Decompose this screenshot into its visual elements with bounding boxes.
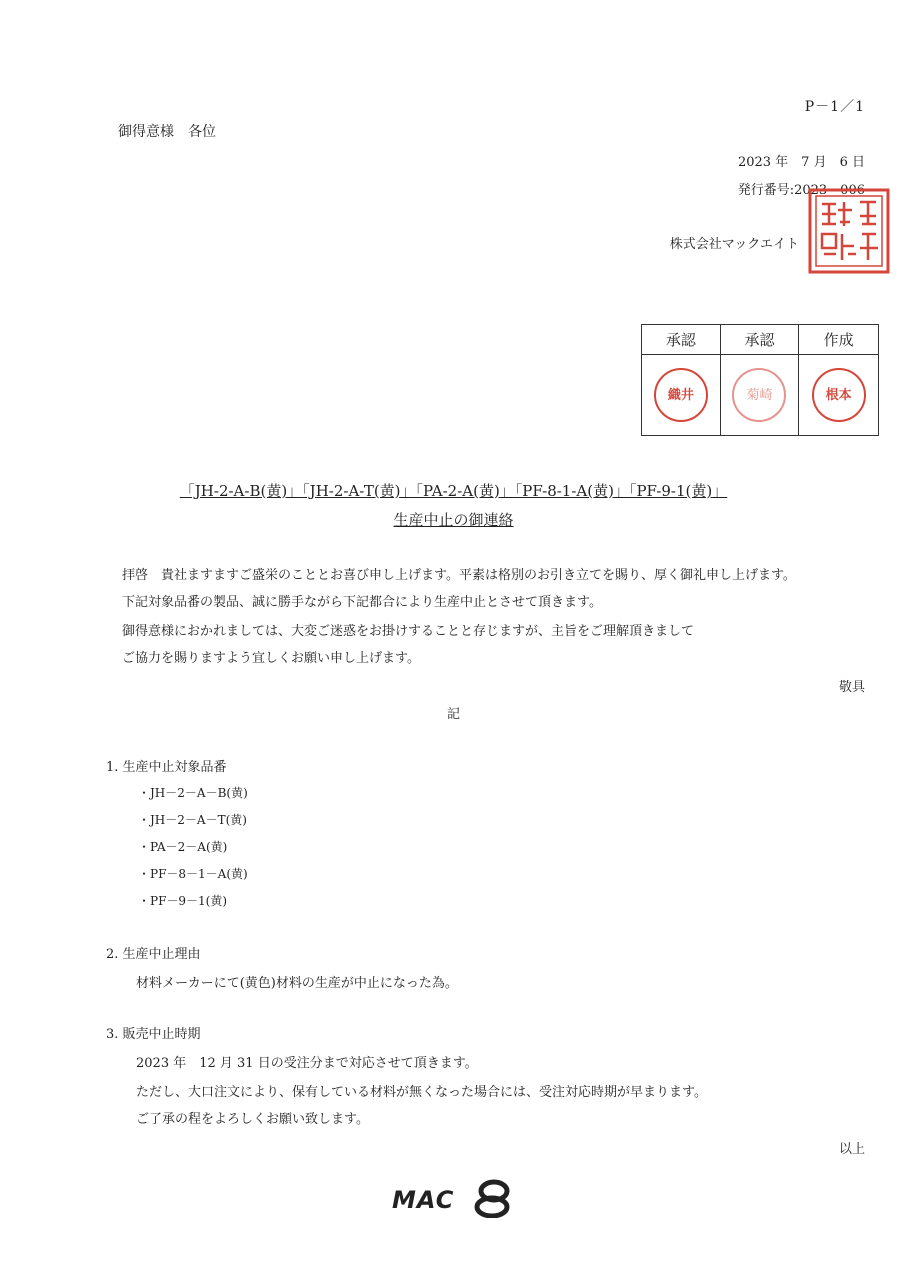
page-number: P－1／1 — [804, 99, 865, 115]
product-item: ・JH－2－A－B(黄) — [138, 786, 248, 800]
approval-header-2: 承認 — [721, 325, 800, 355]
product-item: ・JH－2－A－T(黄) — [138, 813, 247, 827]
body-line-3: 御得意様におかれましては、大変ご迷惑をお掛けすることと存じますが、主旨をご理解頂きまして — [122, 624, 695, 639]
approver-stamp-2: 菊崎 — [732, 368, 786, 422]
creator-stamp: 根本 — [812, 368, 866, 422]
creator-header: 作成 — [799, 325, 878, 355]
approval-header-1: 承認 — [642, 325, 721, 355]
issue-date: 2023 年 7 月 6 日 — [737, 155, 865, 170]
recipient: 御得意様 各位 — [118, 124, 216, 140]
svg-text:MAC: MAC — [392, 1186, 455, 1214]
document-title — [0, 509, 907, 530]
product-item: ・PF－8－1－A(黄) — [138, 867, 248, 881]
timing-line-1: 2023 年 12 月 31 日の受注分まで対応させて頂きます。 — [136, 1056, 478, 1071]
timing-line-3: ご了承の程をよろしくお願い致します。 — [136, 1112, 369, 1127]
reason-text: 材料メーカーにて(黄色)材料の生産が中止になった為。 — [136, 976, 458, 991]
ki-heading: 記 — [446, 707, 460, 722]
approval-stamp-cell-1 — [642, 355, 721, 435]
section-2-heading: 2. 生産中止理由 — [106, 947, 201, 962]
approval-box — [641, 324, 879, 436]
body-line-1: 拝啓 貴社ますますご盛栄のこととお喜び申し上げます。平素は格別のお引き立てを賜り、厚く御礼申し上げます。 — [122, 568, 796, 583]
document-title-products — [0, 480, 907, 501]
mac8-logo-icon — [390, 1178, 520, 1218]
approval-stamp-cell-2 — [721, 355, 800, 435]
body-line-4: ご協力を賜りますよう宜しくお願い申し上げます。 — [122, 651, 420, 666]
product-item: ・PF－9－1(黄) — [138, 894, 228, 908]
creator-stamp-cell — [799, 355, 878, 435]
title-text: 生産中止の御連絡 — [393, 511, 514, 529]
company-seal-icon — [808, 188, 890, 274]
end-mark: 以上 — [838, 1142, 865, 1157]
timing-line-2: ただし、大口注文により、保有している材料が無くなった場合には、受注対応時期が早まります。 — [136, 1085, 707, 1100]
company-name: 株式会社マックエイト — [669, 237, 799, 252]
body-line-2: 下記対象品番の製品、誠に勝手ながら下記都合により生産中止とさせて頂きます。 — [122, 595, 602, 610]
product-item: ・PA－2－A(黄) — [138, 840, 228, 854]
closing-keigu: 敬具 — [838, 680, 865, 695]
approver-stamp-1: 織井 — [654, 368, 708, 422]
section-3-heading: 3. 販売中止時期 — [106, 1027, 201, 1042]
title-products-text: 「JH-2-A-B(黄)」「JH-2-A-T(黄)」「PA-2-A(黄)」「PF-8-1-A(黄)」「PF-9-1(黄)」 — [179, 482, 728, 500]
issue-number: 発行番号:2023－006 — [737, 183, 865, 198]
section-1-heading: 1. 生産中止対象品番 — [106, 760, 227, 775]
